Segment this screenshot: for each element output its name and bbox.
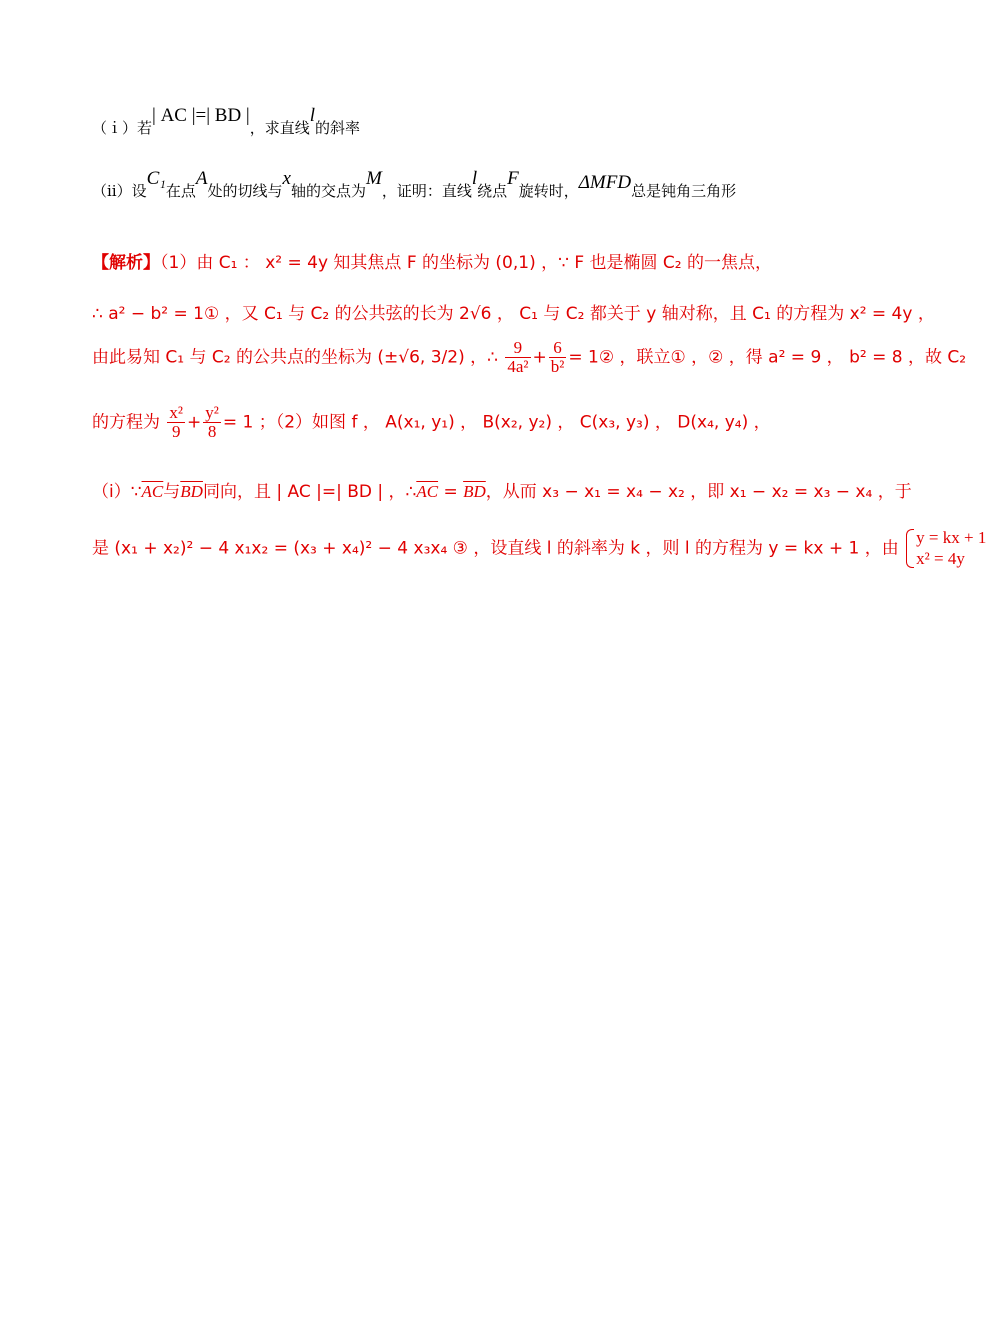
solution-line-5: [92, 477, 912, 502]
text: 绕点: [477, 182, 508, 200]
question-i-end: 的斜率: [315, 119, 361, 137]
equation-system: [904, 527, 986, 570]
text: +: [532, 347, 547, 368]
text: 的方程为: [92, 412, 160, 433]
math-m: M: [365, 168, 382, 189]
text: 轴的交点为: [290, 182, 366, 200]
vector-bd: $\overline{BD}$: [180, 482, 203, 501]
text: 是 (x₁ + x₂)² − 4 x₁x₂ = (x₃ + x₄)² − 4 x₃x₄ ③ ，设直线 l 的斜率为 k ，则 l 的方程为 y = kx + 1 ，由: [92, 538, 899, 559]
solution-line-1: [92, 248, 772, 273]
fraction-6-over-b2: $\frac{6}{\text{b²}}$: [550, 338, 565, 376]
equation: y = kx + 1: [916, 528, 986, 547]
solution-tag: 【解析】: [92, 253, 160, 273]
solution-line-3: [92, 339, 966, 376]
text: 旋转时，: [518, 182, 579, 200]
solution-line-6: [92, 527, 986, 570]
math-c1: C₁: [146, 168, 166, 189]
math-ac-eq-bd: | AC |=| BD |: [152, 105, 250, 126]
vector-ac: $\overline{AC}$: [416, 482, 439, 501]
math-triangle-mfd: ΔMFD: [578, 172, 632, 193]
fraction-y2-over-8: $\frac{\text{y²}}{8}$: [205, 403, 219, 441]
question-i-mid: ，求直线: [249, 119, 310, 137]
math-l: l: [309, 105, 316, 126]
text: =: [438, 482, 464, 502]
text: 在点: [165, 182, 196, 200]
fraction-x2-over-9: $\frac{\text{x²}}{9}$: [169, 403, 184, 441]
math-a: A: [195, 168, 208, 189]
text: 与: [163, 482, 181, 502]
text: 总是钝角三角形: [631, 182, 737, 200]
text: 由此易知 C₁ 与 C₂ 的公共点的坐标为 (±√6, 3/2) ，∴: [92, 347, 498, 368]
question-ii: [92, 168, 737, 202]
math-l: l: [471, 168, 478, 189]
text: = 1 ；（2）如图 f ， A(x₁, y₁) ， B(x₂, y₂) ， C(x₃, y₃) ， D(x₄, y₄) ，: [222, 412, 771, 433]
text: ∴ a² − b² = 1① ，又 C₁ 与 C₂ 的公共弦的长为 2√6 ， C₁ 与 C₂ 都关于 y 轴对称，且 C₁ 的方程为 x² = 4y ，: [92, 304, 935, 324]
text: = 1② ，联立① ，② ，得 a² = 9 ， b² = 8 ，故 C₂: [568, 347, 967, 368]
solution-line-4: 的方程为 $\frac{\text{x²}}{9}$ + $\frac{\text{y²}}{8}$ = 1 ；（2）如图 f ， A(x₁, y₁) ， B(x₂, y₂) ， C(x₃, y₃) ， D(x₄, y₄) ，: [92, 403, 771, 441]
text: （1）由 C₁ ： x² = 4y 知其焦点 F 的坐标为 (0,1) ，∵ F 也是椭圆 C₂ 的一焦点，: [160, 253, 773, 273]
vector-bd: $\overline{BD}$: [463, 482, 486, 501]
text: 同向，且 | AC |=| BD | ，∴: [202, 482, 417, 502]
text: 处的切线与: [207, 182, 283, 200]
text: ，从而 x₃ − x₁ = x₄ − x₂ ，即 x₁ − x₂ = x₃ − x₄ ，于: [485, 482, 912, 502]
math-f: F: [507, 168, 519, 189]
solution-line-2: [92, 299, 935, 324]
text: （i）∵: [92, 482, 142, 502]
question-i-label: （ｉ）若: [92, 119, 153, 137]
question-i: [92, 105, 361, 139]
math-x: x: [282, 168, 291, 189]
text: ，证明：直线: [381, 182, 472, 200]
fraction-9-over-4a2: $\frac{9}{\text{4a²}}$: [507, 338, 529, 376]
question-ii-label: （ⅱ）设: [92, 182, 147, 200]
vector-ac: $\overline{AC}$: [141, 482, 164, 501]
equation: x² = 4y: [916, 549, 965, 569]
